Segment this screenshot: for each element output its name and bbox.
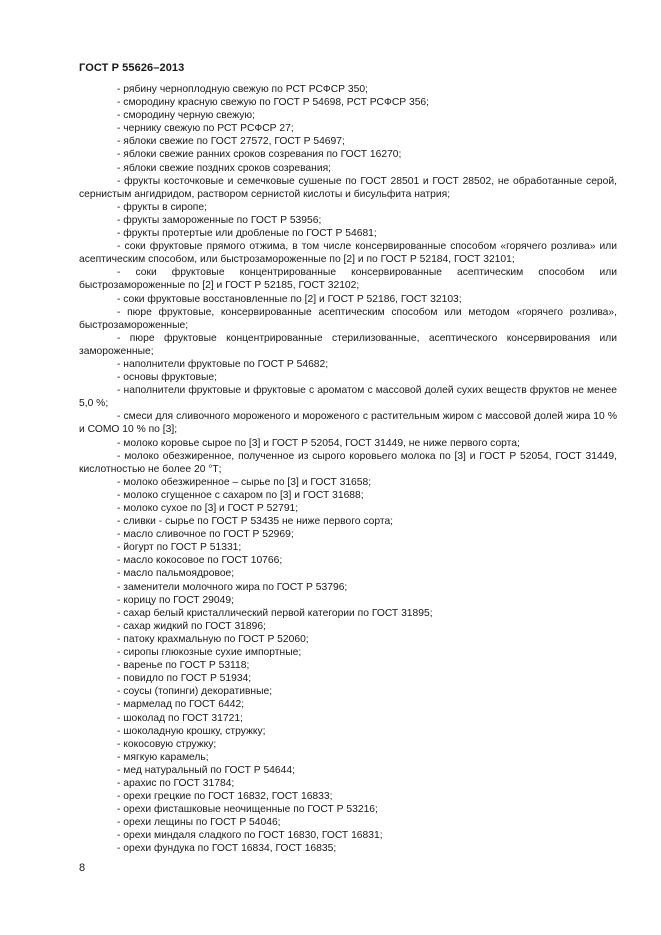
list-item: - сахар жидкий по ГОСТ 31896;: [117, 620, 266, 632]
list-item: - смородину красную свежую по ГОСТ Р 54698, РСТ РСФСР 356;: [117, 97, 430, 109]
list-item: - чернику свежую по РСТ РСФСР 27;: [117, 123, 294, 135]
list-item: - варенье по ГОСТ Р 53118;: [117, 660, 250, 672]
list-item: - мед натуральный по ГОСТ Р 54644;: [117, 764, 295, 776]
list-item: - фрукты в сиропе;: [117, 201, 207, 213]
list-item: - молоко сухое по [3] и ГОСТ Р 52791;: [117, 503, 299, 514]
list-item: - соусы (топинги) декоративные;: [117, 686, 273, 698]
list-item: - орехи фисташковые неочищенные по ГОСТ Р 53216;: [117, 804, 378, 816]
list-item: - йогурт по ГОСТ Р 51331;: [117, 542, 242, 554]
list-item: - фрукты замороженные по ГОСТ Р 53956;: [117, 214, 322, 226]
list-item: - орехи миндаля сладкого по ГОСТ 16830, ГОСТ 16831;: [117, 830, 383, 842]
list-item: - масло сливочное по ГОСТ Р 52969;: [117, 529, 294, 541]
list-item: - молоко обезжиренное, полученное из сырого коровьего молока по [3] и ГОСТ Р 52054, ГОСТ 31449, кислотностью не более 20 °Т;: [79, 450, 617, 475]
list-item: - яблоки свежие ранних сроков созревания по ГОСТ 16270;: [117, 149, 402, 161]
list-item: - наполнители фруктовые по ГОСТ Р 54682;: [117, 358, 329, 370]
list-item: - сиропы глюкозные сухие импортные;: [117, 647, 302, 659]
list-item: - патоку крахмальную по ГОСТ Р 52060;: [117, 633, 309, 645]
list-item: - сахар белый кристаллический первой категории по ГОСТ 31895;: [117, 607, 433, 619]
list-item: - пюре фруктовые концентрированные стерилизованные, асептического консервирования или замороженные;: [79, 332, 617, 357]
list-item: - повидло по ГОСТ Р 51934;: [117, 673, 252, 685]
list-item: - орехи грецкие по ГОСТ 16832, ГОСТ 16833;: [117, 791, 333, 803]
list-item: - яблоки свежие по ГОСТ 27572, ГОСТ Р 54697;: [117, 136, 345, 148]
list-item: - молоко обезжиренное – сырье по [3] и ГОСТ 31658;: [117, 476, 372, 488]
list-item: - пюре фруктовые, консервированные асептическим способом или методом «горячего розлива», быстрозамороженные;: [79, 306, 617, 331]
list-item: - корицу по ГОСТ 29049;: [117, 594, 234, 606]
list-item: - сливки - сырье по ГОСТ Р 53435 не ниже первого сорта;: [117, 516, 394, 528]
ingredient-list: [79, 83, 617, 856]
list-item: - фрукты протертые или дробленые по ГОСТ Р 54681;: [117, 228, 377, 240]
list-item: - наполнители фруктовые и фруктовые с ароматом с массовой долей сухих веществ фруктов не менее 5,0 %;: [79, 385, 617, 410]
list-item: - смородину черную свежую;: [117, 110, 256, 122]
list-item: - основы фруктовые;: [117, 372, 217, 384]
list-item: - соки фруктовые восстановленные по [2] и ГОСТ Р 52186, ГОСТ 32103;: [117, 293, 462, 305]
list-item: - кокосовую стружку;: [117, 738, 217, 750]
list-item: - молоко сгущенное с сахаром по [3] и ГОСТ 31688;: [117, 489, 364, 501]
list-item: - рябину черноплодную свежую по РСТ РСФСР 350;: [117, 84, 368, 95]
list-item: - мармелад по ГОСТ 6442;: [117, 699, 245, 711]
list-item: - мягкую карамель;: [117, 751, 209, 763]
list-item: - масло кокосовое по ГОСТ 10766;: [117, 555, 283, 567]
list-item: - заменители молочного жира по ГОСТ Р 53796;: [117, 581, 348, 593]
list-item: - молоко коровье сырое по [3] и ГОСТ Р 52054, ГОСТ 31449, не ниже первого сорта;: [117, 437, 520, 449]
list-item: - яблоки свежие поздних сроков созревания;: [117, 162, 332, 174]
list-item: - фрукты косточковые и семечковые сушеные по ГОСТ 28501 и ГОСТ 28502, не обработанные серой, сернистым ангидридом, раствором сернистой кислоты и бисульфита натрия;: [79, 175, 617, 200]
list-item: - смеси для сливочного мороженого и мороженого с растительным жиром с массовой долей жира 10 % и СОМО 10 % по [3];: [79, 411, 617, 436]
list-item: - орехи фундука по ГОСТ 16834, ГОСТ 16835;: [117, 843, 337, 855]
list-item: - соки фруктовые концентрированные консервированные асептическим способом или быстрозамороженные по [2] и ГОСТ Р 52185, ГОСТ 32102;: [79, 267, 617, 292]
list-item: - орехи лещины по ГОСТ Р 54046;: [117, 817, 281, 829]
page-number: 8: [79, 862, 86, 874]
list-item: - арахис по ГОСТ 31784;: [117, 777, 235, 789]
list-item: - шоколадную крошку, стружку;: [117, 725, 266, 737]
list-item: - соки фруктовые прямого отжима, в том числе консервированные способом «горячего розлива» или асептическим способом, или быстрозамороженные по [2] и по ГОСТ Р 52184, ГОСТ 32101;: [79, 241, 617, 266]
list-item: - шоколад по ГОСТ 31721;: [117, 712, 243, 724]
document-header: ГОСТ Р 55626–2013: [79, 62, 185, 74]
list-item: - масло пальмоядровое;: [117, 568, 235, 580]
